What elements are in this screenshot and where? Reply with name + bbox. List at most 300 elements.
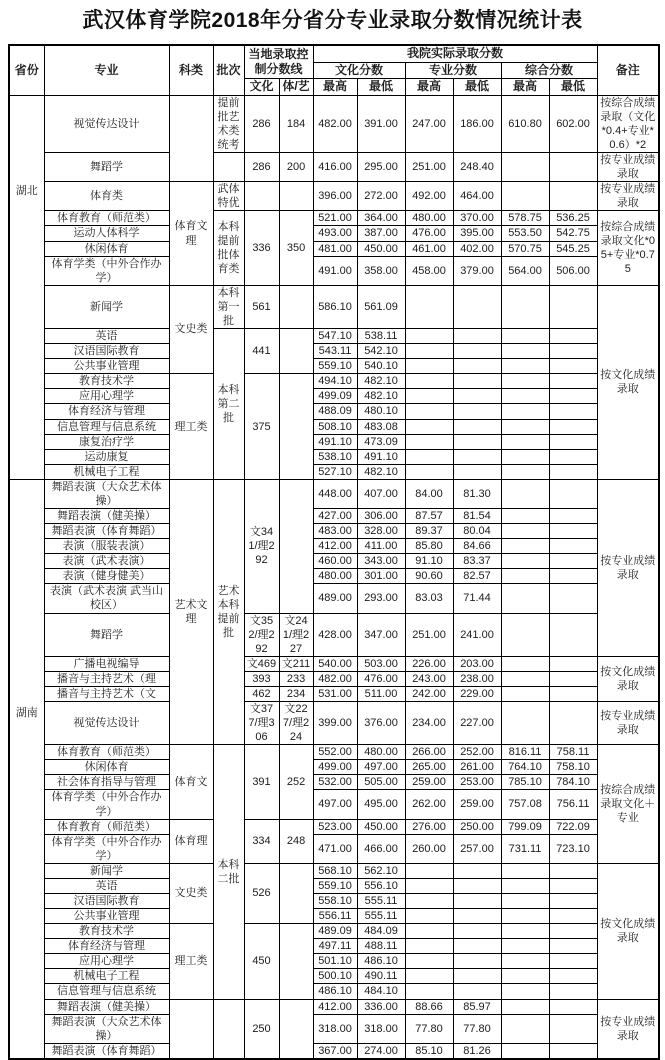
table-cell (405, 924, 453, 939)
table-cell: 266.00 (405, 745, 453, 760)
table-cell: 523.00 (313, 819, 357, 834)
table-cell: 471.00 (313, 834, 357, 863)
table-cell: 汉语国际教育 (44, 894, 169, 909)
header-sports-arts: 体/艺 (279, 79, 313, 96)
table-cell: 文352/理292 (244, 613, 279, 656)
remark-cell: 按专业成绩录取 (597, 999, 659, 1059)
remark-cell: 按综合成绩录取（文化*0.4+专业*0.6）*2 (597, 95, 659, 152)
table-cell (549, 524, 597, 539)
table-cell: 497.11 (313, 939, 357, 954)
table-cell: 文史类 (169, 863, 213, 923)
table-cell (501, 554, 549, 569)
table-cell: 83.37 (453, 554, 501, 569)
table-row (9, 182, 659, 211)
table-cell (453, 939, 501, 954)
table-cell (549, 878, 597, 893)
table-cell: 555.11 (357, 909, 405, 924)
table-row (9, 613, 659, 656)
table-cell: 480.10 (357, 404, 405, 419)
remark-cell: 按文化成绩录取 (597, 285, 659, 479)
table-cell (453, 344, 501, 359)
table-row (9, 701, 659, 744)
table-cell (549, 939, 597, 954)
table-cell (549, 153, 597, 182)
header-province: 省份 (9, 45, 44, 95)
table-cell: 播音与主持艺术（理 (44, 671, 169, 686)
table-cell (501, 569, 549, 584)
table-cell: 460.00 (313, 554, 357, 569)
table-cell: 448.00 (313, 479, 357, 508)
table-row (9, 760, 659, 775)
table-cell: 表演（武术表演 武当山校区） (44, 584, 169, 613)
table-cell: 486.10 (313, 984, 357, 999)
table-row (9, 954, 659, 969)
table-row (9, 524, 659, 539)
table-cell: 306.00 (357, 508, 405, 523)
table-cell: 184 (279, 95, 313, 152)
table-row (9, 834, 659, 863)
table-row (9, 924, 659, 939)
table-cell: 570.75 (501, 241, 549, 256)
header-local-control-line: 当地录取控制分数线 (244, 45, 313, 79)
table-cell: 社会体育指导与管理 (44, 775, 169, 790)
header-actual-scores: 我院实际录取分数 (313, 45, 597, 62)
remark-cell: 按文化成绩录取 (597, 863, 659, 999)
table-cell (549, 671, 597, 686)
table-cell: 412.00 (313, 999, 357, 1014)
table-cell (549, 329, 597, 344)
table-cell: 252 (279, 745, 313, 819)
table-cell (405, 419, 453, 434)
table-cell: 体育教育（师范类） (44, 211, 169, 226)
table-cell: 395.00 (453, 226, 501, 241)
table-cell: 428.00 (313, 613, 357, 656)
table-cell (453, 954, 501, 969)
table-cell: 610.80 (501, 95, 549, 152)
table-cell (501, 924, 549, 939)
table-row (9, 329, 659, 344)
table-row (9, 1014, 659, 1043)
table-cell: 466.00 (357, 834, 405, 863)
table-cell: 542.10 (357, 344, 405, 359)
table-cell: 85.97 (453, 999, 501, 1014)
header-culture-max: 最高 (313, 79, 357, 96)
table-cell: 480.00 (405, 211, 453, 226)
table-cell: 758.11 (549, 745, 597, 760)
table-cell: 舞蹈表演（体育舞蹈） (44, 524, 169, 539)
table-cell: 84.00 (405, 479, 453, 508)
table-cell: 532.00 (313, 775, 357, 790)
table-cell (501, 434, 549, 449)
table-row (9, 909, 659, 924)
remark-cell: 按专业成绩录取 (597, 479, 659, 656)
table-cell: 81.30 (453, 479, 501, 508)
table-cell (453, 863, 501, 878)
table-cell (453, 969, 501, 984)
table-cell: 367.00 (313, 1043, 357, 1059)
table-cell (501, 1014, 549, 1043)
table-cell: 259.00 (453, 790, 501, 819)
table-cell: 文211 (279, 656, 313, 671)
table-cell: 491.00 (313, 256, 357, 285)
table-row (9, 554, 659, 569)
table-cell: 休闲体育 (44, 241, 169, 256)
table-cell (549, 539, 597, 554)
table-cell: 450.00 (357, 241, 405, 256)
table-row (9, 656, 659, 671)
table-row (9, 894, 659, 909)
table-cell: 文341/理292 (244, 479, 279, 613)
table-cell (549, 464, 597, 479)
table-row (9, 539, 659, 554)
table-cell (169, 95, 213, 181)
table-cell: 484.09 (357, 924, 405, 939)
table-cell: 376.00 (357, 701, 405, 744)
table-cell (453, 909, 501, 924)
table-cell: 提前批艺术类统考 (213, 95, 244, 152)
header-batch: 批次 (213, 45, 244, 95)
table-cell: 497.00 (313, 790, 357, 819)
table-cell (405, 969, 453, 984)
table-cell: 247.00 (405, 95, 453, 152)
table-cell (501, 999, 549, 1014)
table-cell: 文377/理306 (244, 701, 279, 744)
table-cell (549, 285, 597, 328)
table-row (9, 241, 659, 256)
table-cell: 495.00 (357, 790, 405, 819)
table-cell: 体育经济与管理 (44, 939, 169, 954)
table-cell: 481.00 (313, 241, 357, 256)
table-cell (549, 984, 597, 999)
table-cell (501, 329, 549, 344)
table-cell: 483.00 (313, 524, 357, 539)
table-cell: 公共事业管理 (44, 359, 169, 374)
table-cell (501, 389, 549, 404)
table-cell: 578.75 (501, 211, 549, 226)
table-cell: 242.00 (405, 686, 453, 701)
table-cell (549, 686, 597, 701)
table-row (9, 775, 659, 790)
table-cell: 521.00 (313, 211, 357, 226)
table-cell: 391 (244, 745, 279, 819)
table-body (9, 95, 659, 1059)
table-cell: 248 (279, 819, 313, 863)
table-row (9, 745, 659, 760)
table-row (9, 404, 659, 419)
table-cell (501, 539, 549, 554)
table-cell: 文史类 (169, 285, 213, 373)
table-cell: 250.00 (453, 819, 501, 834)
table-cell: 休闲体育 (44, 760, 169, 775)
table-cell: 488.09 (313, 404, 357, 419)
table-row (9, 939, 659, 954)
table-cell: 483.08 (357, 419, 405, 434)
table-cell: 491.10 (357, 449, 405, 464)
table-cell: 运动康复 (44, 449, 169, 464)
table-cell: 运动人体科学 (44, 226, 169, 241)
table-cell: 265.00 (405, 760, 453, 775)
table-cell (405, 285, 453, 328)
table-cell: 722.09 (549, 819, 597, 834)
table-cell (244, 182, 279, 211)
table-cell: 561 (244, 285, 279, 328)
table-cell (501, 863, 549, 878)
table-cell: 243.00 (405, 671, 453, 686)
table-cell (549, 404, 597, 419)
table-cell: 552.00 (313, 745, 357, 760)
table-cell (501, 524, 549, 539)
table-cell: 399.00 (313, 701, 357, 744)
table-cell: 80.04 (453, 524, 501, 539)
table-cell: 427.00 (313, 508, 357, 523)
header-comprehensive-max: 最高 (501, 79, 549, 96)
table-cell: 文469 (244, 656, 279, 671)
table-cell: 理工类 (169, 374, 213, 480)
table-cell (405, 434, 453, 449)
table-cell: 476.00 (357, 671, 405, 686)
table-row (9, 863, 659, 878)
table-row (9, 819, 659, 834)
table-cell: 舞蹈表演（体育舞蹈） (44, 1043, 169, 1059)
table-cell: 机械电子工程 (44, 464, 169, 479)
table-cell: 体育教育（师范类） (44, 745, 169, 760)
table-cell: 85.80 (405, 539, 453, 554)
table-cell: 260.00 (405, 834, 453, 863)
table-cell: 播音与主持艺术（文 (44, 686, 169, 701)
table-row (9, 226, 659, 241)
table-cell: 358.00 (357, 256, 405, 285)
table-cell (549, 374, 597, 389)
table-cell (549, 863, 597, 878)
province-cell: 湖南 (9, 479, 44, 1059)
table-cell: 203.00 (453, 656, 501, 671)
table-cell (453, 285, 501, 328)
table-cell (405, 344, 453, 359)
table-row (9, 449, 659, 464)
table-cell (453, 434, 501, 449)
table-cell (405, 449, 453, 464)
table-cell: 舞蹈学 (44, 153, 169, 182)
table-cell (453, 389, 501, 404)
table-cell: 416.00 (313, 153, 357, 182)
table-row (9, 464, 659, 479)
table-cell: 272.00 (357, 182, 405, 211)
table-cell: 234 (279, 686, 313, 701)
table-cell (549, 359, 597, 374)
table-cell: 81.54 (453, 508, 501, 523)
table-cell: 497.00 (357, 760, 405, 775)
table-cell: 85.10 (405, 1043, 453, 1059)
table-cell (453, 984, 501, 999)
table-cell: 480.00 (313, 569, 357, 584)
table-row (9, 878, 659, 893)
table-cell: 489.09 (313, 924, 357, 939)
table-cell (453, 329, 501, 344)
table-cell: 本科二批 (213, 745, 244, 999)
table-cell: 186.00 (453, 95, 501, 152)
table-cell: 新闻学 (44, 285, 169, 328)
table-cell: 体育教育（师范类） (44, 819, 169, 834)
table-cell (501, 153, 549, 182)
table-cell: 784.10 (549, 775, 597, 790)
table-cell (453, 359, 501, 374)
table-row (9, 95, 659, 152)
table-row (9, 211, 659, 226)
table-row (9, 434, 659, 449)
table-row (9, 344, 659, 359)
table-cell: 547.10 (313, 329, 357, 344)
table-cell: 理工类 (169, 924, 213, 999)
table-cell: 480.00 (357, 745, 405, 760)
table-row (9, 790, 659, 819)
header-culture: 文化 (244, 79, 279, 96)
remark-cell: 按专业成绩录取 (597, 701, 659, 744)
table-cell: 舞蹈表演（大众艺术体操） (44, 1014, 169, 1043)
table-cell: 336.00 (357, 999, 405, 1014)
table-cell (501, 686, 549, 701)
table-cell: 应用心理学 (44, 954, 169, 969)
table-cell (501, 285, 549, 328)
remark-cell: 按专业成绩录取 (597, 182, 659, 211)
table-cell (501, 671, 549, 686)
table-cell (501, 344, 549, 359)
table-cell: 499.09 (313, 389, 357, 404)
table-cell (405, 878, 453, 893)
table-cell (549, 1043, 597, 1059)
table-cell (405, 374, 453, 389)
table-cell: 562.10 (357, 863, 405, 878)
table-cell: 492.00 (405, 182, 453, 211)
table-cell: 教育技术学 (44, 374, 169, 389)
table-cell (501, 969, 549, 984)
table-cell (453, 894, 501, 909)
table-cell (279, 285, 313, 328)
table-cell: 500.10 (313, 969, 357, 984)
table-cell: 250 (244, 999, 279, 1059)
header-category: 科类 (169, 45, 213, 95)
table-cell (501, 584, 549, 613)
table-cell: 482.00 (313, 671, 357, 686)
table-cell (405, 359, 453, 374)
table-cell (213, 153, 244, 182)
table-cell: 476.00 (405, 226, 453, 241)
table-cell: 411.00 (357, 539, 405, 554)
table-cell: 91.10 (405, 554, 453, 569)
admission-score-table (8, 44, 660, 1060)
header-major-scores: 专业分数 (405, 62, 501, 79)
table-row (9, 153, 659, 182)
table-cell: 227.00 (453, 701, 501, 744)
table-cell: 764.10 (501, 760, 549, 775)
table-cell: 舞蹈表演（大众艺术体操） (44, 479, 169, 508)
table-cell: 文241/理227 (279, 613, 313, 656)
table-cell (549, 701, 597, 744)
table-cell (549, 419, 597, 434)
table-cell: 77.80 (453, 1014, 501, 1043)
table-cell: 257.00 (453, 834, 501, 863)
table-cell: 586.10 (313, 285, 357, 328)
table-cell (279, 999, 313, 1059)
table-cell: 489.00 (313, 584, 357, 613)
table-cell: 536.25 (549, 211, 597, 226)
table-cell: 482.00 (313, 95, 357, 152)
table-cell: 83.03 (405, 584, 453, 613)
table-cell: 540.10 (357, 359, 405, 374)
table-cell: 248.40 (453, 153, 501, 182)
remark-cell: 按综合成绩录取文化＋专业 (597, 745, 659, 864)
remark-cell: 按文化成绩录取 (597, 656, 659, 701)
table-cell: 393 (244, 671, 279, 686)
table-cell: 505.00 (357, 775, 405, 790)
table-cell: 482.10 (357, 389, 405, 404)
table-cell: 表演（服装表演） (44, 539, 169, 554)
table-cell (405, 909, 453, 924)
table-cell: 82.57 (453, 569, 501, 584)
table-cell: 350 (279, 211, 313, 285)
table-cell (501, 374, 549, 389)
table-cell: 391.00 (357, 95, 405, 152)
table-cell: 561.09 (357, 285, 405, 328)
header-culture-min: 最低 (357, 79, 405, 96)
table-cell: 553.50 (501, 226, 549, 241)
table-cell: 舞蹈表演（健美操） (44, 508, 169, 523)
remark-cell: 按综合成绩录取文化*05+专业*0.75 (597, 211, 659, 285)
table-cell (453, 464, 501, 479)
table-cell: 490.11 (357, 969, 405, 984)
table-row (9, 419, 659, 434)
table-cell (549, 344, 597, 359)
table-cell: 731.11 (501, 834, 549, 863)
table-cell (549, 1014, 597, 1043)
table-cell (501, 656, 549, 671)
table-cell: 756.11 (549, 790, 597, 819)
table-row (9, 508, 659, 523)
table-cell: 238.00 (453, 671, 501, 686)
table-cell: 286 (244, 153, 279, 182)
table-cell: 本科第一批 (213, 285, 244, 328)
table-cell: 286 (244, 95, 279, 152)
table-cell (405, 939, 453, 954)
table-cell (405, 984, 453, 999)
table-cell (549, 613, 597, 656)
table-row (9, 686, 659, 701)
table-cell: 328.00 (357, 524, 405, 539)
table-cell: 482.10 (357, 464, 405, 479)
table-row (9, 389, 659, 404)
table-cell: 757.08 (501, 790, 549, 819)
table-cell: 251.00 (405, 153, 453, 182)
table-cell (549, 584, 597, 613)
table-cell (279, 924, 313, 999)
table-cell: 511.00 (357, 686, 405, 701)
table-row (9, 1043, 659, 1059)
table-cell: 表演（健身健美） (44, 569, 169, 584)
table-cell (501, 479, 549, 508)
table-cell: 274.00 (357, 1043, 405, 1059)
table-cell (549, 434, 597, 449)
table-cell: 543.11 (313, 344, 357, 359)
table-cell: 表演（武术表演） (44, 554, 169, 569)
table-cell: 体育学类（中外合作办学） (44, 256, 169, 285)
table-row (9, 584, 659, 613)
table-cell: 87.57 (405, 508, 453, 523)
table-cell (549, 999, 597, 1014)
table-cell: 556.11 (313, 909, 357, 924)
table-cell: 501.10 (313, 954, 357, 969)
table-cell: 527.10 (313, 464, 357, 479)
table-cell (453, 878, 501, 893)
table-cell: 体育学类（中外合作办学） (44, 834, 169, 863)
